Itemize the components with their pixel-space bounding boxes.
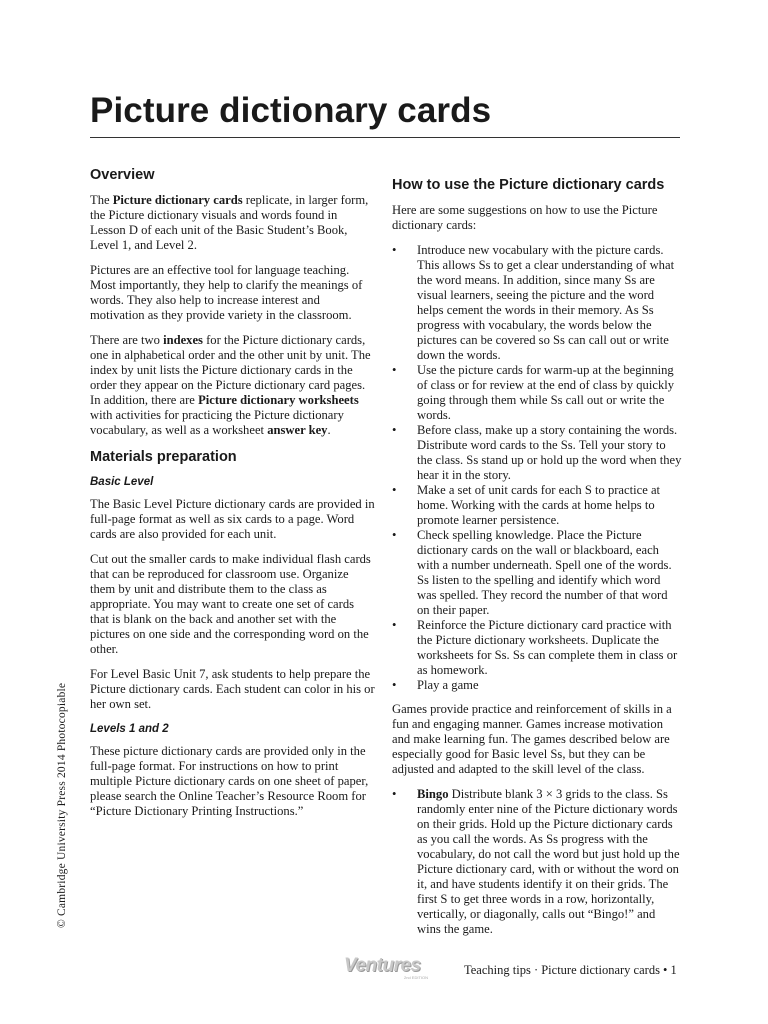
left-column [90,166,376,829]
howto-heading: How to use the Picture dictionary cards [392,177,665,193]
list-item: • Before class, make up a story containing the words. Distribute word cards to the Ss. Tell your story to the class. Ss stand up or hold up the word when they hear it in the story. [392,423,682,483]
bingo-text: Distribute blank 3 × 3 grids to the class. Ss randomly enter nine of the Picture dictionary words on their grids. Hold up the Picture dictionary cards as you call the words. As Ss progress with the vocabulary, do not call the word but just hold up the Picture dictionary card, with or without the word on it, and have students identify it on their grids. The first S to get three words in a row, horizontally, vertically, or diagonally, calls out “Bingo!” and wins the game. [417,787,680,936]
overview-paragraph-1 [90,193,376,253]
basic-level-paragraph-1: The Basic Level Picture dictionary cards are provided in full-page format as well as six cards to a page. Word cards are also provided for each unit. [90,497,375,541]
text-run: . [327,423,331,437]
overview-paragraph-2: Pictures are an effective tool for language teaching. Most importantly, they help to clarify the meanings of words. They also help to increase interest and motivation as they provide variety in the classroom. [90,263,363,322]
list-item: • Play a game [392,678,682,693]
bingo-item [392,787,682,937]
levels-heading: Levels 1 and 2 [90,723,169,735]
suggestion-list [392,243,682,693]
text-run: for the Picture dictionary cards, one in alphabetical order and the other unit by unit. The index by unit lists the Picture dictionary cards in the order they appear on the Picture dictionary card pages. In addition, there are [90,333,371,407]
text-run: with activities for practicing the Picture dictionary vocabulary, as well as a worksheet [90,408,344,437]
logo-edition: 2nd EDITION [404,975,429,980]
bingo-label: Bingo [417,787,449,801]
text-run: The [90,193,113,207]
page-title: Picture dictionary cards [90,91,492,130]
howto-intro: Here are some suggestions on how to use the Picture dictionary cards: [392,203,658,232]
levels-paragraph: These picture dictionary cards are provided only in the full-page format. For instructions on how to print multiple Picture dictionary cards on one sheet of paper, please search the Online Teacher’s Resource Room for “Picture Dictionary Printing Instructions.” [90,744,369,818]
list-item: • Reinforce the Picture dictionary card practice with the Picture dictionary worksheets. Duplicate the worksheets for Ss. Ss can complete them in class or as homework. [392,618,682,678]
title-divider [90,137,680,138]
overview-paragraph-3 [90,333,376,438]
bold-term: indexes [163,333,203,347]
list-item: • Introduce new vocabulary with the picture cards. This allows Ss to get a clear understanding of what the word means. In addition, since many Ss are visual learners, seeing the picture and the word helps cement the words in their memory. As Ss progress with vocabulary, the words below the pictures can be covered so Ss can call out or write down the words. [392,243,682,363]
bold-term: Picture dictionary cards [112,193,243,207]
list-item: • Use the picture cards for warm-up at the beginning of class or for review at the end of class by quickly going through them while Ss call out or write the words. [392,363,682,423]
ventures-logo: Ventures [344,955,421,976]
games-list [392,787,682,937]
basic-level-paragraph-3: For Level Basic Unit 7, ask students to help prepare the Picture dictionary cards. Each student can color in his or her own set. [90,667,375,711]
copyright-credit: © Cambridge University Press 2014 Photocopiable [56,682,68,928]
materials-heading: Materials preparation [90,449,237,465]
bold-term: Picture dictionary worksheets [198,393,359,407]
right-column [392,176,682,946]
basic-level-paragraph-2: Cut out the smaller cards to make individual flash cards that can be reproduced for classroom use. Organize them by unit and distribute them to the class as appropriate. You may want to create one set of cards that is blank on the back and another set with the pictures on one side and the corresponding word on the other. [90,552,371,656]
games-intro: Games provide practice and reinforcement of skills in a fun and engaging manner. Games increase motivation and make learning fun. The games described below are especially good for Basic level Ss, but they can be adjusted and adapted to the skill level of the class. [392,702,672,776]
text-run: There are two [90,333,164,347]
basic-level-heading: Basic Level [90,476,154,488]
list-item: • Check spelling knowledge. Place the Picture dictionary cards on the wall or blackboard, each with a number underneath. Spell one of the words. Ss listen to the spelling and identify which word was spelled. They record the number of that word on their paper. [392,528,682,618]
overview-heading: Overview [90,167,155,183]
page-footer: Teaching tips · Picture dictionary cards • 1 [464,963,677,977]
bold-term: answer key [267,423,328,437]
text-run: replicate, in larger form, the Picture dictionary visuals and words found in Lesson D of each unit of the Basic Student’s Book, Level 1, and Level 2. [90,193,369,252]
list-item: • Make a set of unit cards for each S to practice at home. Working with the cards at home helps to promote learner persistence. [392,483,682,528]
